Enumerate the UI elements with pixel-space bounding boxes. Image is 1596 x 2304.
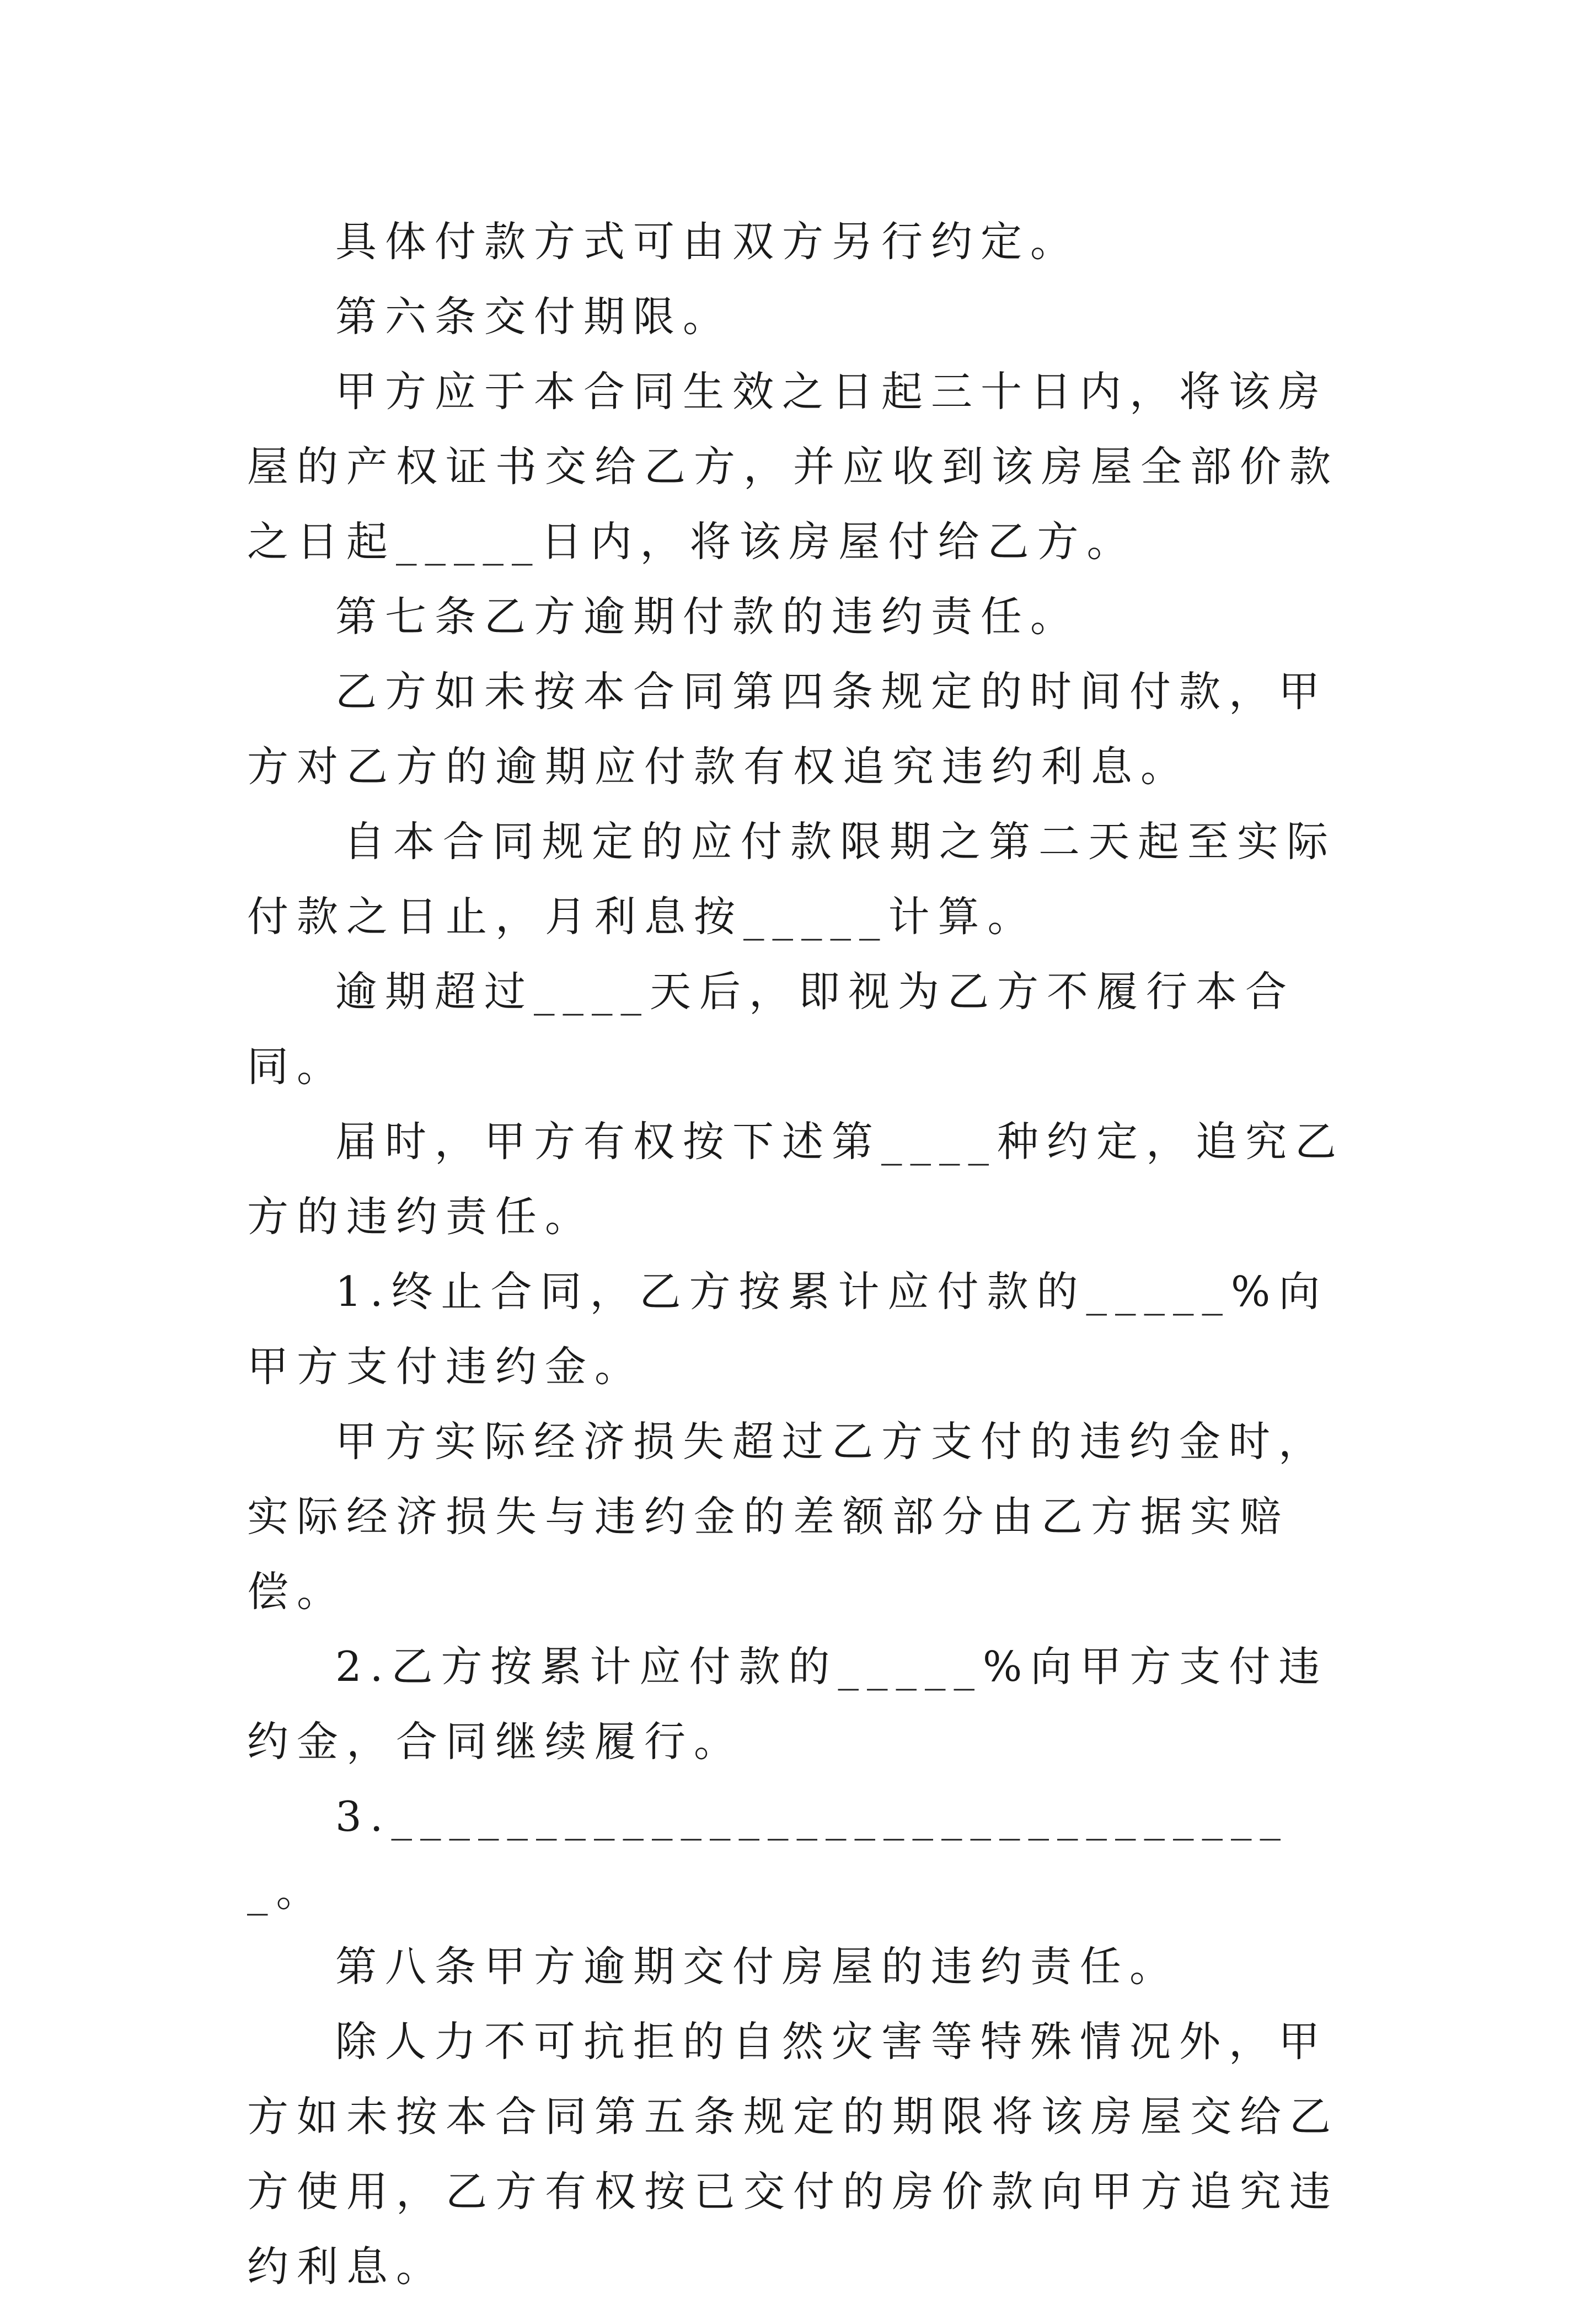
paragraph-payment-method: 具体付款方式可由双方另行约定。 (335, 217, 1080, 266)
heading-article-7: 第七条乙方逾期付款的违约责任。 (335, 592, 1080, 641)
document-page (247, 204, 1356, 2304)
paragraph-option-2: 2.乙方按累计应付款的_____%向甲方支付违约金，合同继续履行。 (247, 1642, 1329, 1766)
heading-article-6: 第六条交付期限。 (335, 292, 733, 341)
paragraph-liability-option: 届时，甲方有权按下述第____种约定，追究乙方的违约责任。 (247, 1117, 1345, 1241)
paragraph-overdue-days: 逾期超过____天后，即视为乙方不履行本合同。 (247, 967, 1295, 1091)
paragraph-late-delivery: 除人力不可抗拒的自然灾害等特殊情况外，甲方如未按本合同第五条规定的期限将该房屋交给乙方使用，乙方有权按已交付的房价款向甲方追究违约利息。 (247, 2017, 1340, 2291)
paragraph-monthly-interest: 自本合同规定的应付款限期之第二天起至实际付款之日止，月利息按_____计算。 (247, 817, 1337, 941)
paragraph-late-payment: 乙方如未按本合同第四条规定的时间付款，甲方对乙方的逾期应付款有权追究违约利息。 (247, 667, 1329, 791)
paragraph-actual-loss: 甲方实际经济损失超过乙方支付的违约金时，实际经济损失与违约金的差额部分由乙方据实赔偿。 (247, 1417, 1329, 1616)
paragraph-option-3: 3.________________________________。 (247, 1792, 1289, 1916)
paragraph-delivery-deadline: 甲方应于本合同生效之日起三十日内，将该房屋的产权证书交给乙方，并应收到该房屋全部价款之日起_____日内，将该房屋付给乙方。 (247, 367, 1340, 566)
heading-article-8: 第八条甲方逾期交付房屋的违约责任。 (335, 1942, 1180, 1991)
paragraph-option-1: 1.终止合同，乙方按累计应付款的_____%向甲方支付违约金。 (247, 1267, 1329, 1391)
